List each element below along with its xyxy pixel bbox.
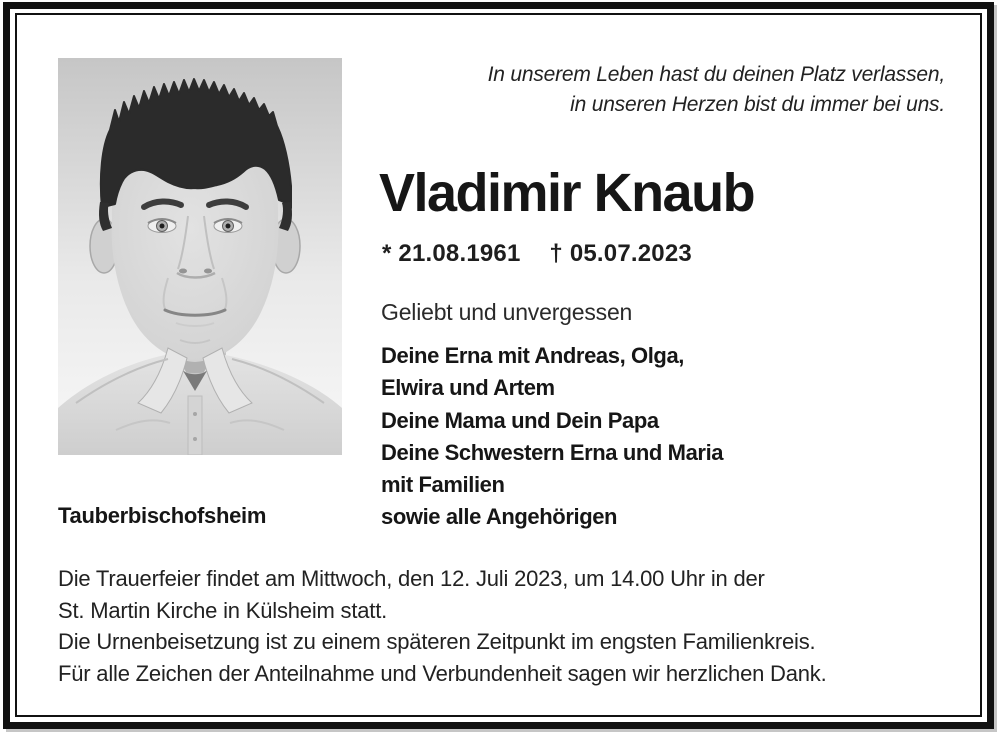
funeral-info [58, 563, 827, 689]
mourner-line: Deine Erna mit Andreas, Olga, [381, 343, 685, 368]
mourner-line: Elwira und Artem [381, 375, 555, 401]
remembrance-line: Geliebt und unvergessen [381, 299, 633, 325]
life-dates [382, 240, 692, 268]
city-label: Tauberbischofsheim [58, 503, 267, 528]
mourner-line: Deine Mama und Dein Papa [381, 407, 659, 433]
epigraph-line-2: in unseren Herzen bist du immer bei uns. [570, 93, 945, 116]
death-date: † 05.07.2023 [549, 240, 692, 267]
epigraph [488, 60, 945, 120]
portrait-photo [58, 58, 342, 455]
mourners-list [381, 340, 723, 534]
mourner-line: mit Familien [381, 472, 505, 498]
right-eye [214, 219, 242, 233]
deceased-name: Vladimir Knaub [379, 163, 755, 223]
epigraph-line-1: In unserem Leben hast du deinen Platz verlassen, [487, 63, 945, 86]
left-eye [148, 219, 176, 233]
funeral-info-line: St. Martin Kirche in Külsheim statt. [58, 597, 388, 623]
funeral-info-line: Für alle Zeichen der Anteilnahme und Verbundenheit sagen wir herzlichen Dank. [58, 660, 827, 686]
birth-date: * 21.08.1961 [382, 240, 521, 267]
mourner-line: sowie alle Angehörigen [381, 504, 618, 530]
portrait-illustration [58, 58, 342, 455]
funeral-info-line: Die Urnenbeisetzung ist zu einem späteren Zeitpunkt im engsten Familienkreis. [58, 629, 816, 654]
funeral-info-line: Die Trauerfeier findet am Mittwoch, den 12. Juli 2023, um 14.00 Uhr in der [58, 566, 765, 591]
mourner-line: Deine Schwestern Erna und Maria [381, 439, 724, 465]
